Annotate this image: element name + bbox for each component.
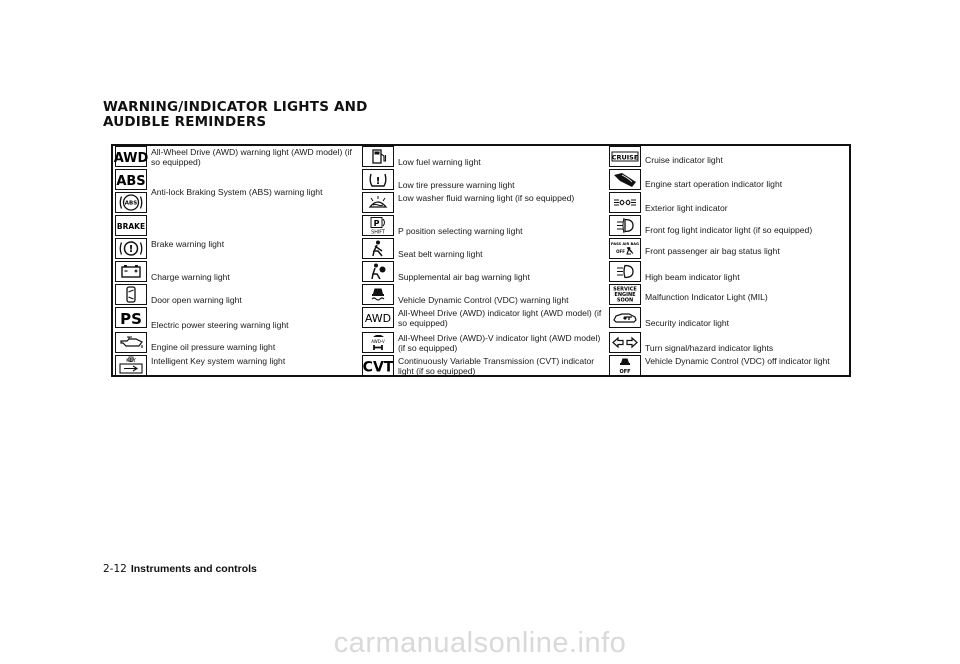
indicator-label: Front fog light indicator light (if so equipped) xyxy=(645,225,813,235)
svg-text:ENGINE: ENGINE xyxy=(614,292,636,298)
door-open-icon xyxy=(115,284,147,305)
indicator-label: All-Wheel Drive (AWD)-V indicator light (AWD model) (if so equipped) xyxy=(398,333,601,353)
svg-text:PASS AIR BAG: PASS AIR BAG xyxy=(611,242,639,246)
indicator-label: Engine oil pressure warning light xyxy=(151,342,276,352)
battery-icon xyxy=(115,261,147,282)
svg-text:P: P xyxy=(373,219,380,228)
svg-text:OFF: OFF xyxy=(616,249,625,254)
vdc-icon xyxy=(362,284,394,305)
svg-text:CRUISE: CRUISE xyxy=(611,153,639,162)
indicator-label: Exterior light indicator xyxy=(645,203,728,213)
page-number: 2-12 xyxy=(103,563,127,575)
cvt-icon xyxy=(362,355,394,376)
indicator-label: Security indicator light xyxy=(645,318,730,328)
svg-text:SOON: SOON xyxy=(616,297,634,304)
indicator-label: Front passenger air bag status light xyxy=(645,246,780,256)
indicator-label: Charge warning light xyxy=(151,272,230,282)
section-title: Instruments and controls xyxy=(130,563,257,575)
svg-text:OFF: OFF xyxy=(619,369,631,375)
vdc-off-icon xyxy=(609,355,641,376)
svg-text:!: ! xyxy=(375,176,381,187)
fuel-pump-icon xyxy=(362,146,394,167)
abs-circle-icon xyxy=(115,192,147,213)
indicator-label: All-Wheel Drive (AWD) indicator light (AWD model) (if so equipped) xyxy=(398,308,602,328)
brake-circle-icon xyxy=(115,238,147,259)
p-shift-icon xyxy=(362,215,394,236)
indicator-label: Low fuel warning light xyxy=(398,157,481,167)
indicator-label: P position selecting warning light xyxy=(398,226,523,236)
brake-text-icon xyxy=(115,215,147,236)
svg-text:PS: PS xyxy=(120,310,142,328)
indicator-label: Seat belt warning light xyxy=(398,249,483,259)
indicator-label: Supplemental air bag warning light xyxy=(398,272,530,282)
pass-air-bag-off-icon xyxy=(609,238,641,259)
watermark-text: carmanualsonline.info xyxy=(333,627,627,659)
seat-belt-icon xyxy=(362,238,394,259)
indicator-label: Door open warning light xyxy=(151,295,242,305)
svg-text:KEY: KEY xyxy=(126,358,136,364)
service-engine-soon-icon xyxy=(609,284,641,305)
svg-text:SHIFT: SHIFT xyxy=(371,230,385,236)
tire-pressure-icon xyxy=(362,169,394,190)
power-steering-icon xyxy=(115,307,147,328)
high-beam-icon xyxy=(609,261,641,282)
indicator-label: Turn signal/hazard indicator lights xyxy=(645,343,774,353)
air-bag-icon xyxy=(362,261,394,282)
indicator-label: Vehicle Dynamic Control (VDC) off indicator light xyxy=(645,356,830,366)
svg-text:ABS: ABS xyxy=(124,200,138,207)
svg-text:CVT: CVT xyxy=(362,359,394,376)
indicator-label: Brake warning light xyxy=(151,239,225,249)
indicator-label: Low washer fluid warning light (if so equipped) xyxy=(398,193,575,203)
svg-text:BRAKE: BRAKE xyxy=(116,222,146,231)
indicator-label: Low tire pressure warning light xyxy=(398,180,515,190)
indicator-label: Electric power steering warning light xyxy=(151,320,289,330)
indicator-label: Cruise indicator light xyxy=(645,155,723,165)
indicator-table xyxy=(111,144,851,377)
indicator-label: Intelligent Key system warning light xyxy=(151,356,286,366)
front-fog-icon xyxy=(609,215,641,236)
svg-text:AWD: AWD xyxy=(113,151,149,166)
indicator-label: All-Wheel Drive (AWD) warning light (AWD model) (if so equipped) xyxy=(151,147,352,167)
security-car-icon xyxy=(609,307,641,328)
svg-text:AWD: AWD xyxy=(364,312,392,325)
indicator-label: Anti-lock Braking System (ABS) warning light xyxy=(151,187,323,197)
awd-outline-icon xyxy=(362,307,394,328)
awd-v-icon xyxy=(362,332,394,353)
indicator-label: High beam indicator light xyxy=(645,272,740,282)
page-footer xyxy=(103,563,257,575)
svg-text:AWD-V: AWD-V xyxy=(371,339,385,344)
washer-fluid-icon xyxy=(362,192,394,213)
svg-text:SERVICE: SERVICE xyxy=(613,286,637,293)
svg-text:ABS: ABS xyxy=(116,174,146,189)
turn-signal-icon xyxy=(609,332,641,353)
cruise-icon xyxy=(609,146,641,167)
indicator-label: Vehicle Dynamic Control (VDC) warning light xyxy=(398,295,569,305)
indicator-label: Malfunction Indicator Light (MIL) xyxy=(645,292,768,302)
awd-icon xyxy=(115,146,147,167)
indicator-label: Engine start operation indicator light xyxy=(645,179,783,189)
abs-icon xyxy=(115,169,147,190)
page-title: WARNING/INDICATOR LIGHTS AND AUDIBLE REMINDERS xyxy=(103,99,368,130)
engine-start-icon xyxy=(609,169,641,190)
exterior-light-icon xyxy=(609,192,641,213)
oil-can-icon xyxy=(115,332,147,353)
indicator-label: Continuously Variable Transmission (CVT) indicator light (if so equipped) xyxy=(398,356,595,376)
svg-text:!: ! xyxy=(128,244,134,255)
intelligent-key-icon xyxy=(115,355,147,376)
